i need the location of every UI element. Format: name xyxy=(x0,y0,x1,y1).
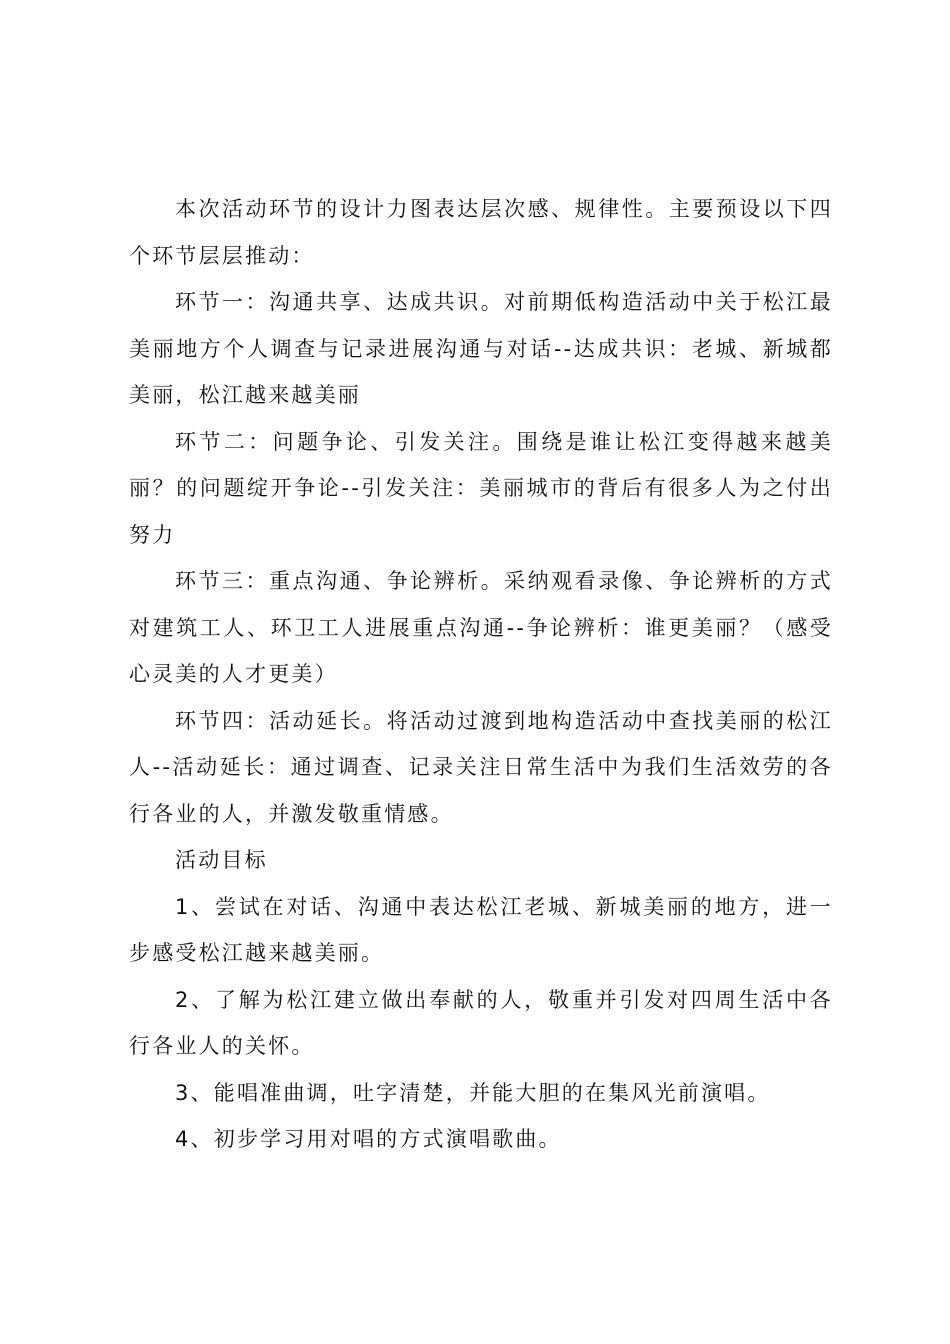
paragraph-stage-four: 环节四：活动延长。将活动过渡到地构造活动中查找美丽的松江人--活动延长：通过调查、记录关注日常生活中为我们生活效劳的各行各业的人，并激发敬重情感。 xyxy=(129,708,833,826)
paragraph-stage-two: 环节二：问题争论、引发关注。围绕是谁让松江变得越来越美丽？的问题绽开争论--引发关注：美丽城市的背后有很多人为之付出努力 xyxy=(129,429,833,547)
document-body xyxy=(129,186,833,1163)
paragraph-stage-three: 环节三：重点沟通、争论辨析。采纳观看录像、争论辨析的方式对建筑工人、环卫工人进展重点沟通--争论辨析：谁更美丽？（感受心灵美的人才更美） xyxy=(129,569,833,686)
paragraph-stage-one: 环节一：沟通共享、达成共识。对前期低构造活动中关于松江最美丽地方个人调查与记录进展沟通与对话--达成共识：老城、新城都美丽，松江越来越美丽 xyxy=(129,290,833,407)
goal-item-3: 3、能唱准曲调，吐字清楚，并能大胆的在集风光前演唱。 xyxy=(175,1080,771,1105)
paragraph-intro: 本次活动环节的设计力图表达层次感、规律性。主要预设以下四个环节层层推动： xyxy=(129,197,833,268)
section-heading-goals: 活动目标 xyxy=(175,848,268,872)
goal-item-4: 4、初步学习用对唱的方式演唱歌曲。 xyxy=(175,1127,562,1151)
goal-item-1: 1、尝试在对话、沟通中表达松江老城、新城美丽的地方，进一步感受松江越来越美丽。 xyxy=(129,894,833,965)
goal-item-2: 2、了解为松江建立做出奉献的人，敬重并引发对四周生活中各行各业人的关怀。 xyxy=(129,987,833,1058)
